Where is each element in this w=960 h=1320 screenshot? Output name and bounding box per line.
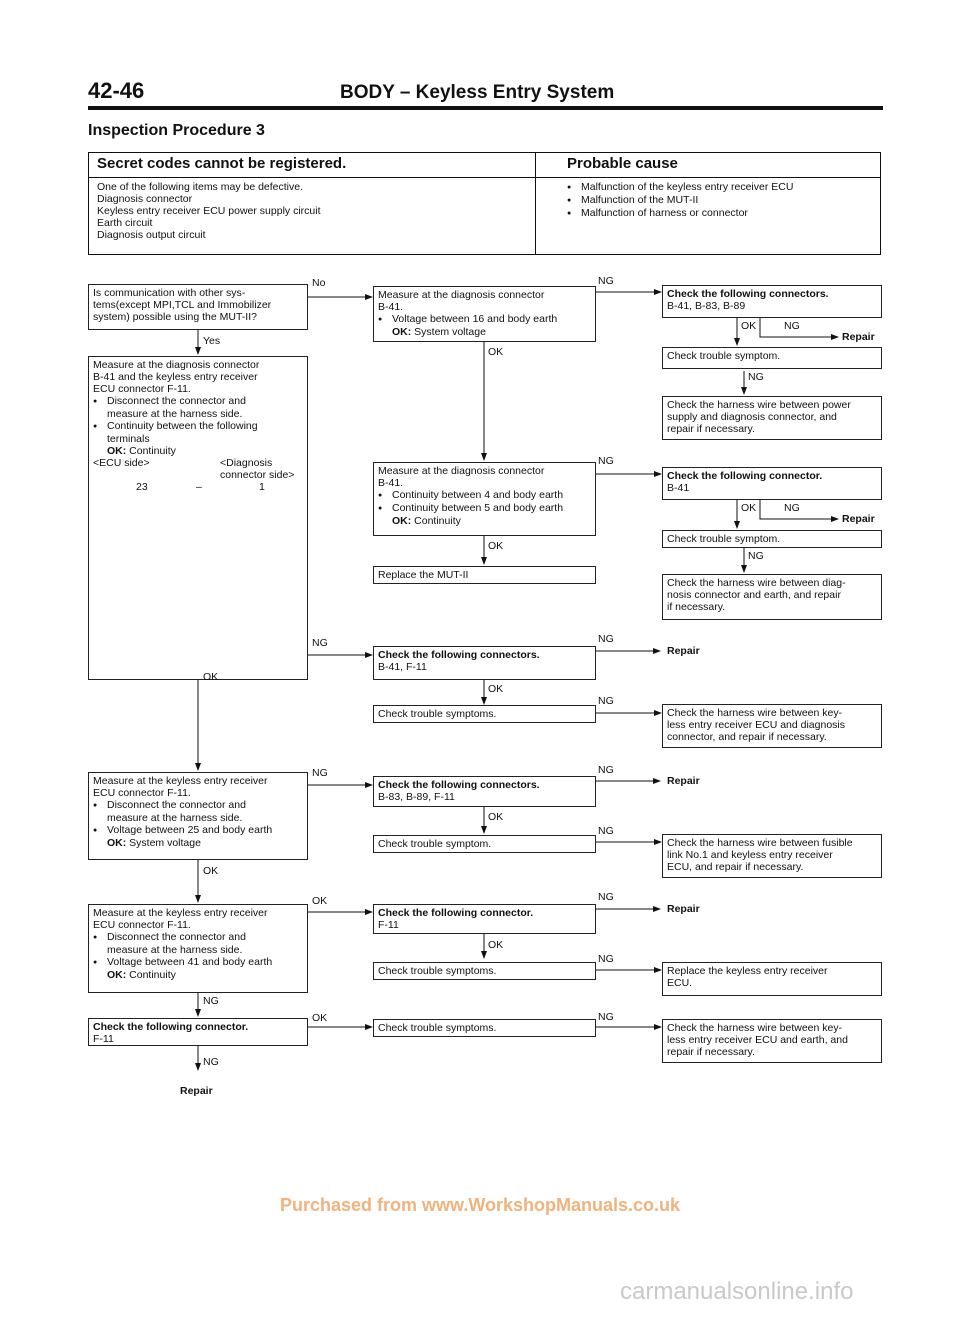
connector-check-box (662, 285, 882, 318)
harness-wire-box (662, 704, 882, 748)
box-line: connector side> (220, 469, 295, 481)
repair-label: Repair (842, 513, 875, 525)
box-line: Check the following connector. (378, 907, 534, 919)
box-line: if necessary. (667, 601, 726, 613)
ok-prefix: OK: (107, 969, 127, 981)
ng-label: NG (312, 637, 328, 649)
box-line: Measure at the diagnosis connector (378, 465, 545, 477)
ok-prefix: OK: (392, 515, 412, 527)
cause-item: ● Malfunction of harness or connector (567, 207, 793, 220)
ng-label: NG (598, 275, 614, 287)
harness-wire-box (662, 1019, 882, 1063)
box-line: F-11 (93, 1033, 114, 1045)
box-line: Measure at the keyless entry receiver (93, 907, 268, 919)
ng-label: NG (203, 995, 219, 1007)
ng-label: NG (203, 1056, 219, 1068)
box-line: Check the harness wire between diag- (667, 577, 846, 589)
box-line: B-41. (378, 301, 404, 313)
connector-check-box (88, 1018, 308, 1046)
box-line: Check trouble symptoms. (378, 965, 497, 977)
ok-label: OK (203, 671, 219, 683)
box-line: Measure at the diagnosis connector (378, 289, 545, 301)
box-line: measure at the harness side. (107, 944, 243, 956)
replace-mut-box (373, 566, 596, 584)
box-line: B-41, B-83, B-89 (667, 300, 746, 312)
box-line: supply and diagnosis connector, and (667, 411, 837, 423)
no-label: No (312, 277, 326, 289)
trouble-symptom-box (373, 1019, 596, 1037)
box-line: Check trouble symptom. (667, 350, 781, 362)
connector-check-box (662, 467, 882, 500)
box-line: Check the following connector. (93, 1021, 249, 1033)
box-line: repair if necessary. (667, 1046, 755, 1058)
ok-label: OK (488, 346, 504, 358)
continuity-measure-box (88, 356, 308, 680)
voltage-measure-box (373, 286, 596, 342)
box-line: B-83, B-89, F-11 (378, 791, 455, 803)
trouble-symptom-box (373, 962, 596, 980)
box-line: ECU connector F-11. (93, 919, 191, 931)
ng-label: NG (748, 550, 764, 562)
box-line: ● Disconnect the connector and (93, 799, 303, 812)
ng-label: NG (598, 455, 614, 467)
box-line: ● Disconnect the connector and (93, 395, 303, 408)
box-line: Check trouble symptom. (667, 533, 781, 545)
ok-prefix: OK: (107, 837, 127, 849)
box-line: Check the harness wire between key- (667, 707, 843, 719)
footer-site-watermark: carmanualsonline.info (620, 1278, 854, 1305)
box-line: measure at the harness side. (107, 812, 243, 824)
box-line: Continuity (414, 515, 461, 527)
terminal-diagnosis: 1 (259, 481, 265, 493)
box-line: Measure at the diagnosis connector (93, 359, 260, 371)
trouble-symptom-box (662, 347, 882, 369)
ok-label: OK (488, 540, 504, 552)
terminal-ecu: 23 (136, 481, 148, 493)
box-line: system) possible using the MUT-II? (93, 311, 257, 323)
box-line: System voltage (414, 326, 486, 338)
page-title: BODY – Keyless Entry System (340, 82, 615, 103)
repair-label: Repair (180, 1085, 213, 1097)
box-line: Replace the MUT-II (378, 569, 469, 581)
cause-header: Probable cause (567, 155, 678, 172)
ng-label: NG (784, 502, 800, 514)
ok-label: OK (488, 683, 504, 695)
ng-label: NG (598, 953, 614, 965)
box-line: Continuity (129, 445, 176, 457)
cause-item: ● Malfunction of the MUT-II (567, 194, 793, 207)
communication-question-box (88, 284, 308, 330)
trouble-symptom-box (373, 835, 596, 853)
box-line: Check trouble symptoms. (378, 708, 497, 720)
page-number: 42-46 (88, 78, 145, 103)
box-line: B-41 (667, 482, 690, 494)
box-line: B-41, F-11 (378, 661, 427, 673)
symptom-line: Keyless entry receiver ECU power supply circuit (97, 205, 321, 217)
box-line: ● Voltage between 16 and body earth (378, 313, 591, 326)
ok-label: OK (741, 320, 757, 332)
box-line: Check the following connectors. (667, 288, 829, 300)
repair-label: Repair (667, 903, 700, 915)
symptom-line: Diagnosis connector (97, 193, 193, 205)
symptom-line: Diagnosis output circuit (97, 229, 206, 241)
ok-label: OK (488, 811, 504, 823)
trouble-symptom-box (662, 530, 882, 548)
repair-label: Repair (667, 775, 700, 787)
earth-measure-box (88, 904, 308, 993)
continuity-earth-box (373, 462, 596, 536)
symptom-header: Secret codes cannot be registered. (97, 155, 347, 172)
box-line: Check the following connector. (667, 470, 823, 482)
ok-label: OK (741, 502, 757, 514)
ng-label: NG (598, 633, 614, 645)
trouble-symptom-box (373, 705, 596, 723)
ok-label: OK (312, 895, 328, 907)
box-line: ● Continuity between the following (93, 420, 303, 433)
yes-label: Yes (203, 335, 221, 347)
box-line: Is communication with other sys- (93, 287, 246, 299)
symptom-line: One of the following items may be defective. (97, 181, 304, 193)
box-line: Measure at the keyless entry receiver (93, 775, 268, 787)
connector-check-box (373, 904, 596, 934)
ng-label: NG (598, 825, 614, 837)
box-line: System voltage (129, 837, 201, 849)
procedure-heading: Inspection Procedure 3 (88, 122, 265, 139)
box-line: B-41. (378, 477, 404, 489)
harness-wire-box (662, 396, 882, 440)
box-line: repair if necessary. (667, 423, 755, 435)
box-line: measure at the harness side. (107, 408, 243, 420)
cause-item: ● Malfunction of the keyless entry receiver ECU (567, 181, 793, 194)
box-line: Check trouble symptoms. (378, 1022, 497, 1034)
repair-label: Repair (842, 331, 875, 343)
harness-wire-box (662, 574, 882, 620)
box-line: Check the following connectors. (378, 779, 540, 791)
box-line: terminals (107, 433, 150, 445)
ok-prefix: OK: (392, 326, 412, 338)
ng-label: NG (748, 371, 764, 383)
box-line: Replace the keyless entry receiver (667, 965, 828, 977)
power-measure-box (88, 772, 308, 860)
harness-wire-box (662, 834, 882, 878)
purchase-watermark: Purchased from www.WorkshopManuals.co.uk (279, 1195, 681, 1215)
connector-check-box (373, 776, 596, 807)
box-line: ECU connector F-11. (93, 383, 191, 395)
box-line: <ECU side> (93, 457, 150, 469)
box-line: Check the harness wire between fusible (667, 837, 853, 849)
ng-label: NG (784, 320, 800, 332)
box-line: less entry receiver ECU and diagnosis (667, 719, 845, 731)
box-line: ● Voltage between 41 and body earth (93, 956, 303, 969)
box-line: less entry receiver ECU and earth, and (667, 1034, 848, 1046)
box-line: Check the following connectors. (378, 649, 540, 661)
terminal-dash: – (196, 481, 202, 493)
box-line: <Diagnosis (220, 457, 273, 469)
box-line: ● Disconnect the connector and (93, 931, 303, 944)
symptom-line: Earth circuit (97, 217, 153, 229)
ok-prefix: OK: (107, 445, 127, 457)
connector-check-box (373, 646, 596, 680)
ok-label: OK (312, 1012, 328, 1024)
box-line: ECU. (667, 977, 693, 989)
box-line: ● Continuity between 4 and body earth (378, 489, 591, 502)
ok-label: OK (488, 939, 504, 951)
ng-label: NG (598, 764, 614, 776)
ng-label: NG (312, 767, 328, 779)
repair-label: Repair (667, 645, 700, 657)
box-line: Check the harness wire between power (667, 399, 851, 411)
ng-label: NG (598, 1011, 614, 1023)
box-line: nosis connector and earth, and repair (667, 589, 841, 601)
box-line: ● Continuity between 5 and body earth (378, 502, 591, 515)
ng-label: NG (598, 891, 614, 903)
replace-ecu-box (662, 962, 882, 996)
box-line: Continuity (129, 969, 176, 981)
box-line: ECU connector F-11. (93, 787, 191, 799)
box-line: ● Voltage between 25 and body earth (93, 824, 303, 837)
box-line: Check the harness wire between key- (667, 1022, 843, 1034)
box-line: B-41 and the keyless entry receiver (93, 371, 258, 383)
ok-label: OK (203, 865, 219, 877)
ng-label: NG (598, 695, 614, 707)
box-line: F-11 (378, 919, 399, 931)
box-line: connector, and repair if necessary. (667, 731, 827, 743)
box-line: ECU, and repair if necessary. (667, 861, 804, 873)
box-line: Check trouble symptom. (378, 838, 492, 850)
box-line: tems(except MPI,TCL and Immobilizer (93, 299, 272, 311)
box-line: link No.1 and keyless entry receiver (667, 849, 833, 861)
